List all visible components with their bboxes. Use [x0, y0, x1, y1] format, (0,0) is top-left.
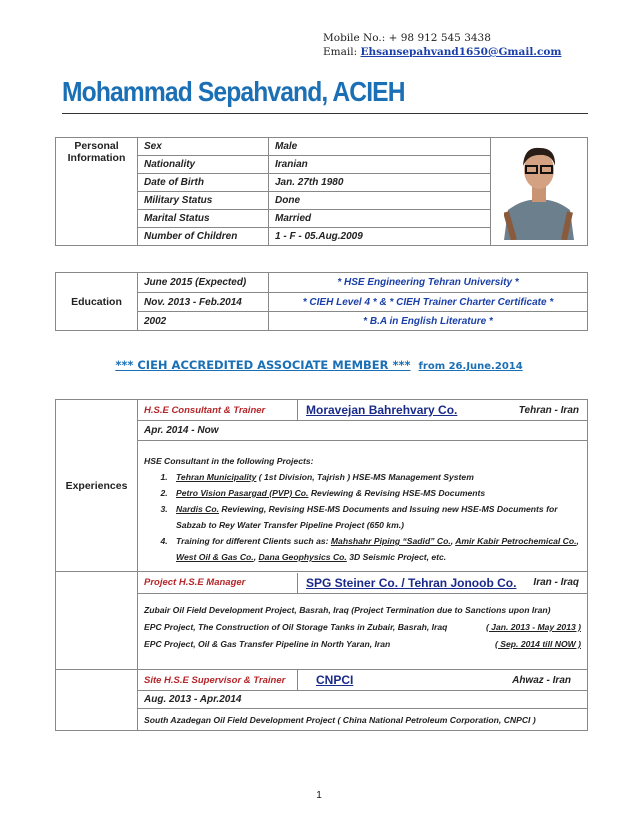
- field-value: Married: [269, 210, 491, 228]
- client-link: Dana Geophysics Co.: [258, 552, 347, 562]
- project-line: [144, 602, 581, 619]
- project-text: EPC Project, The Construction of Oil Storage Tanks in Zubair, Basrah, Iraq: [144, 622, 448, 632]
- job-company: CNPCI: [316, 673, 354, 687]
- education-item: * B.A in English Literature *: [269, 312, 588, 331]
- candidate-name: Mohammad Sepahvand, ACIEH: [62, 76, 405, 107]
- experience-heading: Experiences: [56, 400, 138, 572]
- project-text: EPC Project, Oil & Gas Transfer Pipeline in North Yaran, Iran: [144, 639, 391, 649]
- email-label: Email:: [323, 46, 358, 58]
- field-label: Sex: [138, 138, 269, 156]
- project-link: Petro Vision Pasargad (PVP) Co.: [176, 488, 309, 498]
- project-line: [144, 619, 581, 636]
- field-label: Military Status: [138, 192, 269, 210]
- client-link: West Oil & Gas Co.: [176, 552, 254, 562]
- field-value: Done: [269, 192, 491, 210]
- project-link: Nardis Co.: [176, 504, 219, 514]
- membership-date: from 26.June.2014: [418, 361, 523, 372]
- project-item: [170, 501, 581, 533]
- project-text: ( 1st Division, Tajrish ) HSE-MS Management System: [256, 472, 474, 482]
- client-link: Mahshahr Piping “Sadid” Co.: [330, 536, 451, 546]
- education-heading: Education: [56, 273, 138, 331]
- page-number: 1: [316, 790, 322, 801]
- experience-table: [55, 399, 588, 731]
- job-dates: Apr. 2014 - Now: [138, 421, 588, 441]
- field-value: Male: [269, 138, 491, 156]
- education-date: 2002: [138, 312, 269, 331]
- project-text: Zubair Oil Field Development Project, Basrah, Iraq (Project Termination due to Sanctions upon Iran): [144, 605, 551, 615]
- field-value: Jan. 27th 1980: [269, 174, 491, 192]
- job-role: Project H.S.E Manager: [138, 573, 298, 593]
- mobile-line: [323, 32, 491, 44]
- mobile-number: + 98 912 545 3438: [388, 32, 491, 44]
- project-text: Reviewing, Revising HSE-MS Documents and Issuing new HSE-MS Documents for Sabzab to Rey Water Transfer Pipeline Project (650 km.): [176, 504, 558, 530]
- job-description: [138, 594, 588, 670]
- client-link: Amir Kabir Petrochemical Co.: [455, 536, 577, 546]
- profile-photo: [491, 138, 588, 246]
- personal-heading: Personal Information: [56, 138, 138, 246]
- education-item: * HSE Engineering Tehran University *: [269, 273, 588, 293]
- membership-title: *** CIEH ACCREDITED ASSOCIATE MEMBER ***: [115, 358, 411, 372]
- job-location: Iran - Iraq: [533, 577, 579, 588]
- field-label: Date of Birth: [138, 174, 269, 192]
- project-date: ( Sep. 2014 till NOW ): [495, 639, 581, 649]
- field-label: Marital Status: [138, 210, 269, 228]
- job-role: H.S.E Consultant & Trainer: [138, 400, 298, 420]
- education-table: [55, 272, 588, 331]
- field-label: Nationality: [138, 156, 269, 174]
- project-text: 3D Seismic Project, etc.: [346, 552, 447, 562]
- experience-spacer: [56, 572, 138, 670]
- project-item: [170, 469, 581, 485]
- job-location: Ahwaz - Iran: [512, 674, 571, 686]
- field-value: Iranian: [269, 156, 491, 174]
- job-company: Moravejan Bahrehvary Co.: [306, 403, 458, 417]
- project-text: Training for different Clients such as:: [176, 536, 331, 546]
- mobile-label: Mobile No.:: [323, 32, 386, 44]
- person-photo-icon: [504, 140, 574, 240]
- job-intro: HSE Consultant in the following Projects:: [144, 456, 314, 466]
- education-item: * CIEH Level 4 * & * CIEH Trainer Charter Certificate *: [269, 293, 588, 312]
- header-divider: [62, 113, 588, 114]
- project-item: [170, 485, 581, 501]
- project-link: Tehran Municipality: [176, 472, 257, 482]
- job-role: Site H.S.E Supervisor & Trainer: [138, 670, 298, 690]
- job-company: SPG Steiner Co. / Tehran Jonoob Co.: [306, 575, 517, 590]
- job-description: [138, 441, 588, 572]
- email-line: [323, 46, 561, 58]
- field-value: 1 - F - 05.Aug.2009: [269, 228, 491, 246]
- field-label: Number of Children: [138, 228, 269, 246]
- job-header: [138, 572, 588, 594]
- education-date: Nov. 2013 - Feb.2014: [138, 293, 269, 312]
- job-location: Tehran - Iran: [518, 404, 579, 416]
- job-description: South Azadegan Oil Field Development Project ( China National Petroleum Corporation, CNPCI ): [138, 709, 588, 731]
- project-item: 4. Training for different Clients such as: Mahshahr Piping “Sadid” Co., Amir Kabir Petrochemical Co., West Oil & Gas Co., Dana Geophysics Co. 3D Seismic Project, etc.: [170, 533, 581, 565]
- job-header: [138, 400, 588, 421]
- job-header: [138, 670, 588, 691]
- membership-banner: [0, 358, 638, 372]
- experience-spacer: [56, 670, 138, 731]
- personal-info-table: [55, 137, 588, 246]
- project-line: [144, 636, 581, 653]
- job-dates: Aug. 2013 - Apr.2014: [138, 691, 588, 709]
- email-link[interactable]: Ehsansepahvand1650@Gmail.com: [360, 46, 562, 58]
- project-date: ( Jan. 2013 - May 2013 ): [485, 622, 581, 632]
- project-text: Reviewing & Revising HSE-MS Documents: [308, 488, 486, 498]
- education-date: June 2015 (Expected): [138, 273, 269, 293]
